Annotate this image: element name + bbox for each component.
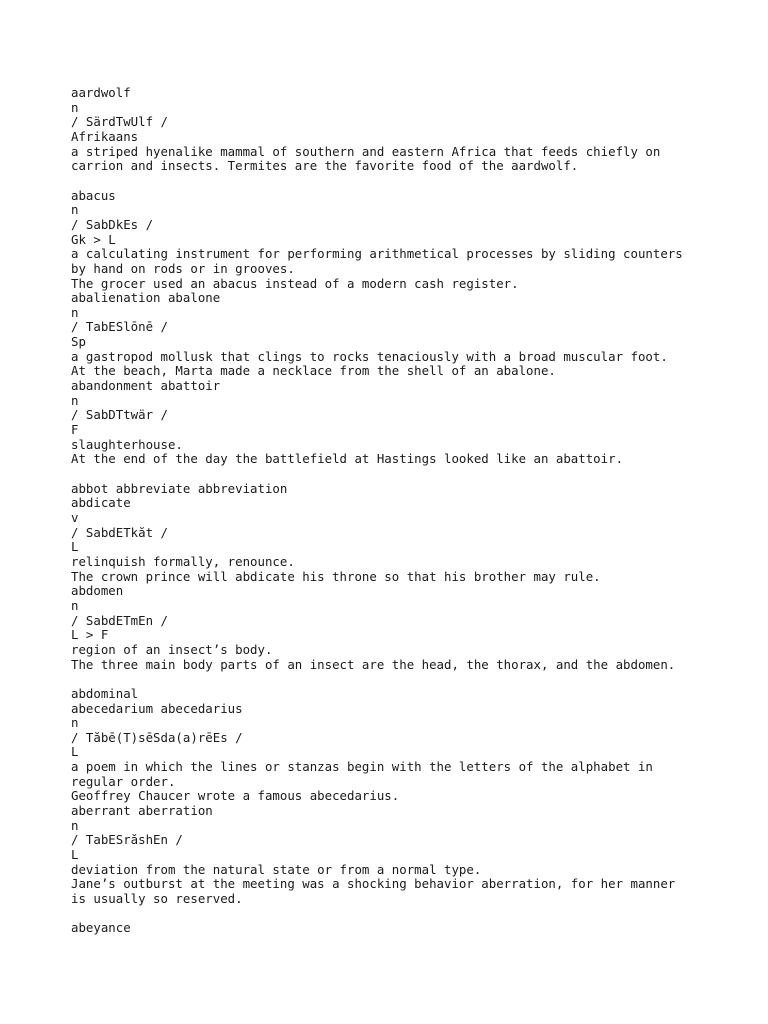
text-line: deviation from the natural state or from a normal type. xyxy=(71,861,482,877)
text-line: F xyxy=(71,422,79,438)
text-line: n xyxy=(71,817,79,833)
text-line: / SabdETkăt / xyxy=(71,524,168,540)
text-line: regular order. xyxy=(71,773,176,789)
text-line: Gk > L xyxy=(71,231,116,247)
text-line: n xyxy=(71,99,79,115)
text-line: / TabESrăshEn / xyxy=(71,832,183,848)
text-line: abandonment abattoir xyxy=(71,378,221,394)
dictionary-page xyxy=(71,86,711,936)
text-line: n xyxy=(71,392,79,408)
text-line: aberrant aberration xyxy=(71,803,213,819)
text-line: The three main body parts of an insect are the head, the thorax, and the abdomen. xyxy=(71,656,676,672)
text-line: / TabESlōnē / xyxy=(71,319,168,335)
text-line: At the end of the day the battlefield at Hastings looked like an abattoir. xyxy=(71,451,624,467)
text-line: region of an insect’s body. xyxy=(71,641,273,657)
text-line: / SärdTwUlf / xyxy=(71,114,168,130)
text-line: relinquish formally, renounce. xyxy=(71,553,295,569)
text-line: by hand on rods or in grooves. xyxy=(71,260,295,276)
text-line: is usually so reserved. xyxy=(71,891,243,907)
text-line: n xyxy=(71,304,79,320)
text-line: Jane’s outburst at the meeting was a shocking behavior aberration, for her manner xyxy=(71,876,676,892)
text-line: abdomen xyxy=(71,583,124,599)
text-line: carrion and insects. Termites are the favorite food of the aardwolf. xyxy=(71,158,579,174)
text-line: abdicate xyxy=(71,495,131,511)
text-line: L xyxy=(71,744,79,760)
text-line: a gastropod mollusk that clings to rocks tenaciously with a broad muscular foot. xyxy=(71,348,668,364)
text-line: v xyxy=(71,510,79,525)
blank-line xyxy=(71,467,711,482)
text-line: abeyance xyxy=(71,920,131,936)
text-line: abdominal xyxy=(71,685,139,701)
text-line: The crown prince will abdicate his throne so that his brother may rule. xyxy=(71,568,601,584)
text-line: abecedarium abecedarius xyxy=(71,700,243,716)
text-line: / SabDTtwär / xyxy=(71,407,168,423)
text-line: n xyxy=(71,597,79,613)
text-line: Sp xyxy=(71,334,86,350)
blank-line xyxy=(71,174,711,189)
text-line: a poem in which the lines or stanzas begin with the letters of the alphabet in xyxy=(71,759,653,775)
text-line: abbot abbreviate abbreviation xyxy=(71,480,288,496)
text-line: L xyxy=(71,539,79,555)
text-line: a calculating instrument for performing arithmetical processes by sliding counters xyxy=(71,246,683,262)
text-line: slaughterhouse. xyxy=(71,436,183,452)
text-line: Afrikaans xyxy=(71,128,139,144)
text-line: n xyxy=(71,715,79,731)
text-line: L xyxy=(71,847,79,863)
blank-line xyxy=(71,907,711,922)
text-line: / SabdETmEn / xyxy=(71,612,168,628)
text-line: The grocer used an abacus instead of a modern cash register. xyxy=(71,275,519,291)
text-line: / SabDkEs / xyxy=(71,216,154,232)
text-line: Geoffrey Chaucer wrote a famous abecedarius. xyxy=(71,788,400,804)
text-line: abalienation abalone xyxy=(71,290,221,306)
text-line: L > F xyxy=(71,627,109,643)
text-line: / Tăbē(T)sēSda(a)rēEs / xyxy=(71,729,243,745)
text-line: At the beach, Marta made a necklace from the shell of an abalone. xyxy=(71,363,556,379)
text-line: aardwolf xyxy=(71,85,131,100)
text-line: n xyxy=(71,202,79,218)
text-line: a striped hyenalike mammal of southern and eastern Africa that feeds chiefly on xyxy=(71,143,661,159)
blank-line xyxy=(71,672,711,687)
text-line: abacus xyxy=(71,187,116,203)
